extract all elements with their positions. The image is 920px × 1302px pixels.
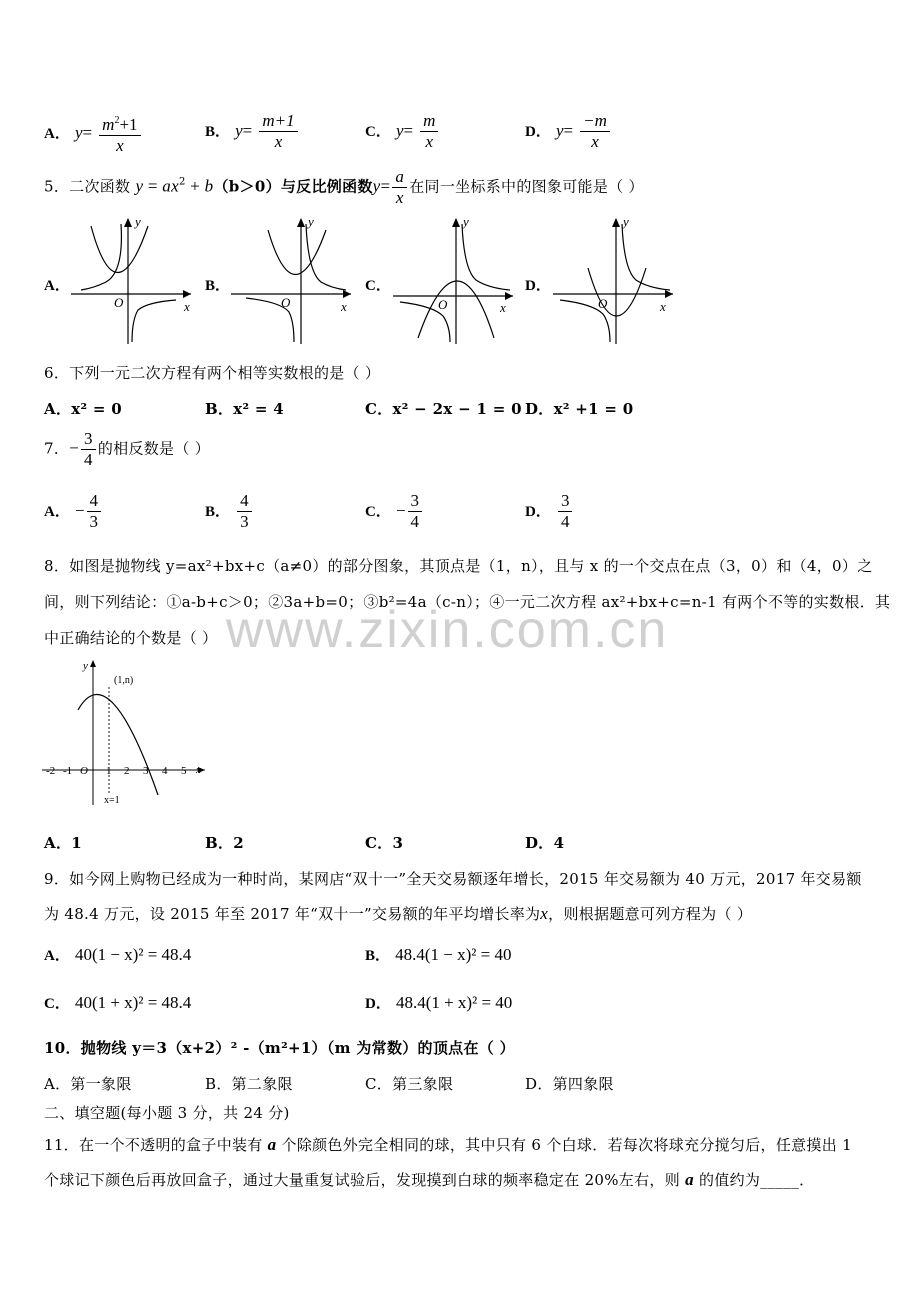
- q6-option-d: D．x² +1 = 0: [525, 400, 634, 418]
- q5-graph-b: [226, 214, 356, 349]
- fraction: $\frac{m^2+1}{x}$: [99, 112, 140, 155]
- q9-option-b: B． 48.4(1 − x)² = 40: [365, 945, 512, 964]
- q7-stem: 7．− $\frac{3}{4}$ 的相反数是（ ）: [44, 429, 211, 469]
- axis-y-label: y: [83, 660, 88, 672]
- svg-text:O: O: [598, 296, 608, 311]
- origin-label: O: [80, 765, 88, 777]
- q5-graph-c: [388, 214, 518, 349]
- q7-option-b: B． $\frac{4}{3}$: [205, 492, 254, 531]
- q11-line-1: 11．在一个不透明的盒子中装有 a 个除颜色外完全相同的球，其中只有 6 个白球．若每次将球充分搅匀后，任意摸出 1: [44, 1135, 852, 1154]
- axis-x-label: x: [196, 764, 201, 776]
- q10-option-b: B．第二象限: [205, 1075, 293, 1093]
- tick-label: 1: [106, 765, 112, 777]
- q5-graph-a: [66, 214, 196, 349]
- fraction: $\frac{a}{x}$: [392, 168, 407, 207]
- q4-option-a: A． y= $\frac{m^2+1}{x}$: [44, 112, 143, 155]
- q7-option-a: A． − $\frac{4}{3}$: [44, 492, 103, 531]
- q8-option-a: A．1: [44, 834, 82, 852]
- fraction: $\frac{m+1}{x}$: [259, 112, 297, 151]
- tick-label: -1: [63, 765, 73, 777]
- q10-option-d: D．第四象限: [525, 1075, 614, 1093]
- svg-text:y: y: [308, 214, 314, 229]
- q6-option-c: C．x² − 2x − 1 = 0: [365, 400, 522, 418]
- tick-label: 2: [124, 765, 130, 777]
- q10-option-a: A．第一象限: [44, 1075, 132, 1093]
- q5-option-a-label: A．: [44, 278, 70, 294]
- tick-label: 4: [162, 765, 168, 777]
- q5-stem: 5．二次函数 $y = ax^2 + b(b>0)$与反比例函数y= $\frac{a}{x}$ 在同一坐标系中的图象可能是（ ）: [44, 167, 644, 207]
- tick-label: -2: [46, 765, 56, 777]
- q9-line-2: 为 48.4 万元，设 2015 年至 2017 年“双十一”交易额的年平均增长率为x，则根据题意可列方程为（ ）: [44, 904, 753, 923]
- vertex-label: (1,n): [114, 675, 134, 686]
- q7-option-c: C． − $\frac{3}{4}$: [365, 492, 424, 531]
- fraction: $\frac{-m}{x}$: [580, 112, 610, 151]
- q8-parabola-graph: [40, 655, 210, 810]
- section-heading: 二、填空题(每小题 3 分，共 24 分): [44, 1104, 290, 1122]
- svg-text:y: y: [623, 214, 629, 229]
- tick-label: 5: [181, 765, 187, 777]
- q5-graph-d: [548, 214, 678, 349]
- q4-option-b: B． y= $\frac{m+1}{x}$: [205, 112, 300, 151]
- axis-of-symmetry-label: x=1: [104, 795, 120, 806]
- q11-line-2: 个球记下颜色后再放回盒子，通过大量重复试验后，发现摸到白球的频率稳定在 20%左右，则 a 的值约为_____．: [44, 1170, 815, 1189]
- q4-option-c: C． y= $\frac{m}{x}$: [365, 112, 440, 151]
- q8-option-d: D．4: [525, 834, 565, 852]
- watermark: www.zixin.com.cn: [226, 601, 669, 659]
- q9-option-a: A． 40(1 − x)² = 48.4: [44, 945, 192, 964]
- q6-stem: 6．下列一元二次方程有两个相等实数根的是（ ）: [44, 364, 381, 382]
- q9-option-d: D． 48.4(1 + x)² = 40: [365, 993, 513, 1012]
- axis-x-label: x: [184, 299, 190, 314]
- q10-option-c: C．第三象限: [365, 1075, 454, 1093]
- q6-option-b: B．x² = 4: [205, 400, 285, 418]
- q8-option-c: C．3: [365, 834, 404, 852]
- q4-option-d: D． y= $\frac{-m}{x}$: [525, 112, 612, 151]
- axis-y-label: y: [135, 214, 141, 229]
- q8-line-2: 间，则下列结论：①a-b+c＞0；②3a+b=0；③b²=4a（c-n）；④一元二次方程 ax²+bx+c=n-1 有两个不等的实数根．其: [44, 593, 891, 611]
- q8-line-3: 中正确结论的个数是（ ）: [44, 629, 218, 647]
- q10-stem: 10．抛物线 y＝3（x+2）² -（m²+1）（m 为常数）的顶点在（ ）: [44, 1039, 515, 1057]
- q8-option-b: B．2: [205, 834, 245, 852]
- q9-line-1: 9．如今网上购物已经成为一种时尚，某网店“双十一”全天交易额逐年增长，2015 年交易额为 40 万元，2017 年交易额: [44, 870, 862, 888]
- q6-option-a: A．x² = 0: [44, 400, 123, 418]
- q7-option-d: D． $\frac{3}{4}$: [525, 492, 574, 531]
- q8-line-1: 8．如图是抛物线 y=ax²+bx+c（a≠0）的部分图象，其顶点是（1，n），且与 x 的一个交点在点（3，0）和（4，0）之: [44, 557, 873, 575]
- svg-text:O: O: [281, 295, 291, 310]
- svg-text:x: x: [500, 300, 506, 315]
- q9-option-c: C． 40(1 + x)² = 48.4: [44, 993, 192, 1012]
- svg-text:x: x: [660, 299, 666, 314]
- origin-label: O: [114, 295, 124, 310]
- fraction: $\frac{m}{x}$: [420, 112, 438, 151]
- tick-label: 3: [143, 765, 149, 777]
- q5-option-d-label: D．: [525, 278, 551, 294]
- svg-text:y: y: [463, 214, 469, 229]
- q5-option-c-label: C．: [365, 278, 391, 294]
- svg-text:O: O: [438, 297, 448, 312]
- svg-text:x: x: [341, 299, 347, 314]
- q5-option-b-label: B．: [205, 278, 231, 294]
- fraction: $\frac{3}{4}$: [81, 430, 96, 469]
